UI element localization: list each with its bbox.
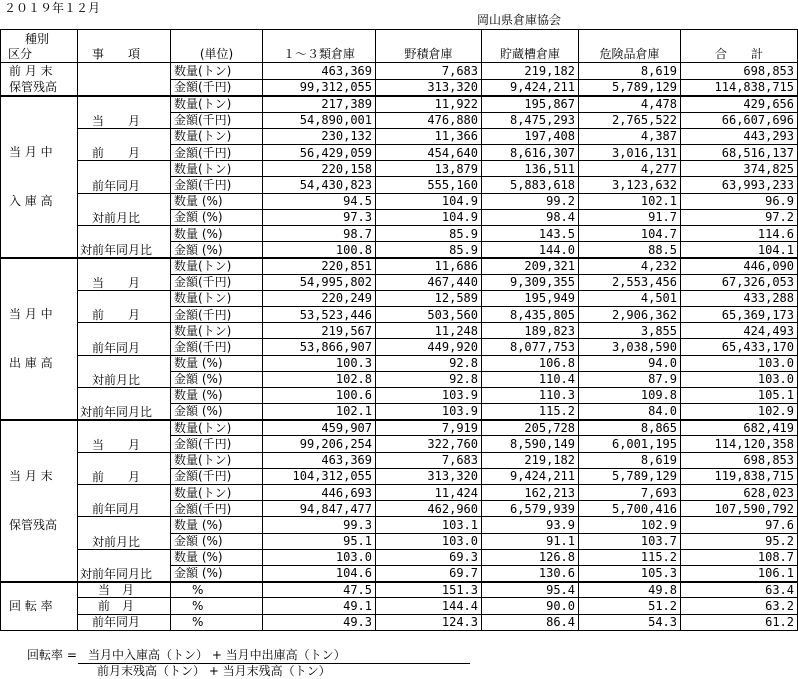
value-open-yard: 454,640 (376, 145, 482, 161)
value-total: 65,369,173 (681, 306, 798, 322)
value-silo: 91.1 (482, 533, 579, 549)
item-cell: 前年同月 (78, 161, 171, 193)
value-silo: 144.0 (482, 242, 579, 258)
value-hazardous: 8,865 (579, 420, 681, 436)
value-open-yard: 13,879 (376, 161, 482, 177)
value-total: 446,090 (681, 258, 798, 274)
category-labels (9, 599, 77, 613)
value-hazardous: 4,478 (579, 96, 681, 112)
item-cell: 対前年同月比 (78, 549, 171, 581)
value-silo: 195,949 (482, 290, 579, 306)
value-silo: 115.2 (482, 404, 579, 420)
value-class1-3: 102.8 (263, 371, 376, 387)
formula-label: 回転率 = (27, 648, 77, 662)
value-total: 433,288 (681, 290, 798, 306)
value-silo: 143.5 (482, 226, 579, 242)
unit-cell: 数量(トン) (171, 96, 263, 112)
value-hazardous: 4,232 (579, 258, 681, 274)
value-total: 66,607,696 (681, 112, 798, 128)
value-silo: 99.2 (482, 193, 579, 209)
item-cell: 当 月 (78, 582, 171, 598)
header-row (1, 30, 798, 63)
category-label: 前 月 末 (9, 64, 53, 78)
value-class1-3: 459,907 (263, 420, 376, 436)
item-cell: 前年同月 (78, 323, 171, 355)
value-open-yard: 11,686 (376, 258, 482, 274)
header-item: 事 項 (78, 30, 171, 63)
item-cell: 前 月 (78, 452, 171, 484)
value-class1-3: 47.5 (263, 582, 376, 598)
value-total: 104.1 (681, 242, 798, 258)
group-closing-stock (1, 420, 798, 582)
table-row (1, 128, 798, 144)
value-open-yard: 151.3 (376, 582, 482, 598)
value-class1-3: 54,995,802 (263, 274, 376, 290)
table-row (1, 485, 798, 501)
value-silo: 162,213 (482, 485, 579, 501)
value-silo: 130.6 (482, 565, 579, 581)
category-cell (1, 420, 78, 582)
value-class1-3: 53,866,907 (263, 339, 376, 355)
value-class1-3: 220,158 (263, 161, 376, 177)
unit-cell: 数量 (%) (171, 226, 263, 242)
value-class1-3: 103.0 (263, 549, 376, 565)
category-label: 入 庫 高 (9, 194, 53, 209)
value-hazardous: 5,789,129 (579, 468, 681, 484)
value-hazardous: 4,501 (579, 290, 681, 306)
item-cell: 当 月 (78, 96, 171, 128)
value-class1-3: 104,312,055 (263, 468, 376, 484)
item-cell: 対前月比 (78, 193, 171, 225)
value-open-yard: 144.4 (376, 598, 482, 614)
value-total: 96.9 (681, 193, 798, 209)
value-silo: 8,475,293 (482, 112, 579, 128)
value-hazardous: 84.0 (579, 404, 681, 420)
table-row (1, 517, 798, 533)
value-open-yard: 313,320 (376, 79, 482, 96)
value-class1-3: 100.8 (263, 242, 376, 258)
value-total: 103.0 (681, 371, 798, 387)
value-silo: 136,511 (482, 161, 579, 177)
value-open-yard: 103.1 (376, 517, 482, 533)
header-total: 合 計 (681, 30, 798, 63)
unit-cell: 数量(トン) (171, 452, 263, 468)
value-class1-3: 230,132 (263, 128, 376, 144)
value-class1-3: 54,890,001 (263, 112, 376, 128)
value-open-yard: 69.7 (376, 565, 482, 581)
unit-cell: 数量(トン) (171, 290, 263, 306)
value-hazardous: 88.5 (579, 242, 681, 258)
value-total: 108.7 (681, 549, 798, 565)
value-open-yard: 313,320 (376, 468, 482, 484)
table-row (1, 614, 798, 630)
value-open-yard: 11,366 (376, 128, 482, 144)
value-silo: 189,823 (482, 323, 579, 339)
value-class1-3: 219,567 (263, 323, 376, 339)
value-class1-3: 220,249 (263, 290, 376, 306)
value-open-yard: 7,683 (376, 63, 482, 80)
value-silo: 126.8 (482, 549, 579, 565)
table-row (1, 420, 798, 436)
category-label: 当 月 中 (9, 307, 53, 322)
value-total: 429,656 (681, 96, 798, 112)
value-total: 698,853 (681, 452, 798, 468)
unit-cell: 金額 (%) (171, 565, 263, 581)
value-class1-3: 217,389 (263, 96, 376, 112)
value-silo: 6,579,939 (482, 501, 579, 517)
value-open-yard: 449,920 (376, 339, 482, 355)
unit-cell: 数量(トン) (171, 258, 263, 274)
value-total: 628,023 (681, 485, 798, 501)
organization-name: 岡山県倉庫協会 (477, 13, 562, 27)
unit-cell: 金額(千円) (171, 339, 263, 355)
item-cell: 当 月 (78, 258, 171, 290)
value-open-yard: 11,424 (376, 485, 482, 501)
category-cell (1, 63, 78, 97)
header-category-division: 区分 (8, 47, 33, 61)
value-silo: 8,590,149 (482, 436, 579, 452)
value-hazardous: 3,123,632 (579, 177, 681, 193)
item-cell (78, 63, 171, 97)
value-class1-3: 463,369 (263, 452, 376, 468)
value-silo: 90.0 (482, 598, 579, 614)
item-cell: 前 月 (78, 290, 171, 322)
value-open-yard: 85.9 (376, 242, 482, 258)
unit-cell: 金額(千円) (171, 177, 263, 193)
value-class1-3: 99.3 (263, 517, 376, 533)
value-class1-3: 99,312,055 (263, 79, 376, 96)
value-hazardous: 2,765,522 (579, 112, 681, 128)
value-total: 65,433,170 (681, 339, 798, 355)
value-class1-3: 49.1 (263, 598, 376, 614)
value-open-yard: 7,683 (376, 452, 482, 468)
value-class1-3: 463,369 (263, 63, 376, 80)
table-row (1, 96, 798, 112)
value-total: 67,326,053 (681, 274, 798, 290)
value-silo: 5,883,618 (482, 177, 579, 193)
value-hazardous: 6,001,195 (579, 436, 681, 452)
value-open-yard: 555,160 (376, 177, 482, 193)
header-class1-3: １～３類倉庫 (263, 30, 376, 63)
value-silo: 95.4 (482, 582, 579, 598)
value-class1-3: 100.3 (263, 355, 376, 371)
value-class1-3: 98.7 (263, 226, 376, 242)
value-total: 114,838,715 (681, 79, 798, 96)
value-total: 107,590,792 (681, 501, 798, 517)
value-silo: 110.3 (482, 387, 579, 403)
unit-cell: 金額(千円) (171, 145, 263, 161)
value-open-yard: 124.3 (376, 614, 482, 630)
value-class1-3: 49.3 (263, 614, 376, 630)
unit-cell: 金額(千円) (171, 274, 263, 290)
value-total: 682,419 (681, 420, 798, 436)
table-row (1, 161, 798, 177)
unit-cell: 金額(千円) (171, 501, 263, 517)
value-open-yard: 104.9 (376, 209, 482, 225)
value-open-yard: 103.9 (376, 387, 482, 403)
report-month: ２０１９年１２月 (4, 1, 101, 15)
formula-denominator: 前月末残高（トン） + 当月末残高（トン） (97, 664, 331, 678)
category-label: 当 月 末 (9, 469, 53, 484)
item-cell: 前年同月 (78, 614, 171, 630)
unit-cell: 数量(トン) (171, 323, 263, 339)
header-category (1, 30, 78, 63)
table-row (1, 226, 798, 242)
category-labels (9, 469, 77, 532)
unit-cell: 数量 (%) (171, 517, 263, 533)
group-outbound (1, 258, 798, 420)
value-silo: 219,182 (482, 63, 579, 80)
unit-cell: % (171, 598, 263, 614)
value-silo: 8,435,805 (482, 306, 579, 322)
value-hazardous: 49.8 (579, 582, 681, 598)
value-total: 106.1 (681, 565, 798, 581)
value-hazardous: 3,016,131 (579, 145, 681, 161)
value-open-yard: 103.0 (376, 533, 482, 549)
value-open-yard: 11,922 (376, 96, 482, 112)
value-total: 95.2 (681, 533, 798, 549)
category-label: 保管残高 (9, 518, 58, 533)
header-open-yard: 野積倉庫 (376, 30, 482, 63)
table-row (1, 290, 798, 306)
value-hazardous: 105.3 (579, 565, 681, 581)
value-total: 63,993,233 (681, 177, 798, 193)
table-row (1, 258, 798, 274)
value-open-yard: 69.3 (376, 549, 482, 565)
value-open-yard: 103.9 (376, 404, 482, 420)
value-total: 97.6 (681, 517, 798, 533)
unit-cell: 金額 (%) (171, 533, 263, 549)
value-class1-3: 99,206,254 (263, 436, 376, 452)
value-total: 114.6 (681, 226, 798, 242)
value-silo: 219,182 (482, 452, 579, 468)
value-silo: 93.9 (482, 517, 579, 533)
value-hazardous: 51.2 (579, 598, 681, 614)
value-silo: 9,424,211 (482, 79, 579, 96)
value-hazardous: 91.7 (579, 209, 681, 225)
value-total: 698,853 (681, 63, 798, 80)
value-open-yard: 476,880 (376, 112, 482, 128)
unit-cell: % (171, 582, 263, 598)
category-label: 回 転 率 (9, 599, 53, 614)
value-total: 103.0 (681, 355, 798, 371)
value-hazardous: 5,789,129 (579, 79, 681, 96)
value-total: 374,825 (681, 161, 798, 177)
value-class1-3: 53,523,446 (263, 306, 376, 322)
table-row (1, 598, 798, 614)
value-silo: 8,077,753 (482, 339, 579, 355)
item-cell: 当 月 (78, 420, 171, 452)
category-label: 保管残高 (9, 80, 58, 94)
unit-cell: 金額 (%) (171, 209, 263, 225)
unit-cell: 金額(千円) (171, 112, 263, 128)
unit-cell: 数量 (%) (171, 387, 263, 403)
unit-cell: 数量 (%) (171, 355, 263, 371)
unit-cell: 金額 (%) (171, 404, 263, 420)
item-cell: 対前年同月比 (78, 226, 171, 258)
value-class1-3: 446,693 (263, 485, 376, 501)
value-hazardous: 3,038,590 (579, 339, 681, 355)
value-open-yard: 503,560 (376, 306, 482, 322)
unit-cell: % (171, 614, 263, 630)
value-silo: 197,408 (482, 128, 579, 144)
value-class1-3: 104.6 (263, 565, 376, 581)
group-opening-stock (1, 63, 798, 97)
unit-cell: 金額(千円) (171, 306, 263, 322)
item-cell: 前 月 (78, 598, 171, 614)
header-silo: 貯蔵槽倉庫 (482, 30, 579, 63)
unit-cell: 数量(トン) (171, 63, 263, 80)
value-total: 68,516,137 (681, 145, 798, 161)
value-open-yard: 92.8 (376, 371, 482, 387)
value-total: 443,293 (681, 128, 798, 144)
item-cell: 対前年同月比 (78, 387, 171, 419)
value-hazardous: 102.9 (579, 517, 681, 533)
value-hazardous: 2,553,456 (579, 274, 681, 290)
unit-cell: 金額 (%) (171, 371, 263, 387)
value-class1-3: 54,430,823 (263, 177, 376, 193)
value-silo: 98.4 (482, 209, 579, 225)
unit-cell: 金額(千円) (171, 79, 263, 96)
group-inbound (1, 96, 798, 258)
value-total: 114,120,358 (681, 436, 798, 452)
value-hazardous: 109.8 (579, 387, 681, 403)
unit-cell: 金額(千円) (171, 436, 263, 452)
value-total: 63.4 (681, 582, 798, 598)
table-row (1, 63, 798, 80)
value-class1-3: 97.3 (263, 209, 376, 225)
value-hazardous: 2,906,362 (579, 306, 681, 322)
value-open-yard: 12,589 (376, 290, 482, 306)
value-class1-3: 94.5 (263, 193, 376, 209)
value-hazardous: 54.3 (579, 614, 681, 630)
category-label: 当 月 中 (9, 145, 53, 160)
item-cell: 対前月比 (78, 517, 171, 549)
category-label: 出 庫 高 (9, 356, 53, 371)
value-silo: 8,616,307 (482, 145, 579, 161)
unit-cell: 数量(トン) (171, 485, 263, 501)
value-open-yard: 104.9 (376, 193, 482, 209)
group-turnover-rate (1, 582, 798, 631)
header-unit: (単位) (171, 30, 263, 63)
value-hazardous: 87.9 (579, 371, 681, 387)
table-row (1, 452, 798, 468)
category-labels (9, 145, 77, 208)
value-open-yard: 92.8 (376, 355, 482, 371)
value-total: 61.2 (681, 614, 798, 630)
value-hazardous: 102.1 (579, 193, 681, 209)
value-open-yard: 322,760 (376, 436, 482, 452)
value-hazardous: 4,277 (579, 161, 681, 177)
unit-cell: 数量(トン) (171, 161, 263, 177)
unit-cell: 数量 (%) (171, 193, 263, 209)
value-open-yard: 85.9 (376, 226, 482, 242)
value-hazardous: 5,700,416 (579, 501, 681, 517)
value-open-yard: 7,919 (376, 420, 482, 436)
value-hazardous: 8,619 (579, 63, 681, 80)
header-category-type: 種別 (25, 32, 50, 46)
value-class1-3: 102.1 (263, 404, 376, 420)
value-class1-3: 220,851 (263, 258, 376, 274)
category-labels (9, 307, 77, 370)
value-total: 105.1 (681, 387, 798, 403)
category-cell (1, 582, 78, 631)
table-row (1, 549, 798, 565)
category-labels (9, 63, 77, 95)
value-hazardous: 8,619 (579, 452, 681, 468)
value-silo: 209,321 (482, 258, 579, 274)
table-row (1, 582, 798, 598)
value-hazardous: 7,693 (579, 485, 681, 501)
value-silo: 110.4 (482, 371, 579, 387)
table-row (1, 193, 798, 209)
value-hazardous: 104.7 (579, 226, 681, 242)
warehouse-statistics-table (0, 29, 798, 631)
value-silo: 205,728 (482, 420, 579, 436)
table-row (1, 355, 798, 371)
value-silo: 106.8 (482, 355, 579, 371)
unit-cell: 数量(トン) (171, 128, 263, 144)
value-class1-3: 94,847,477 (263, 501, 376, 517)
value-hazardous: 3,855 (579, 323, 681, 339)
value-silo: 9,309,355 (482, 274, 579, 290)
item-cell: 前年同月 (78, 485, 171, 517)
value-open-yard: 11,248 (376, 323, 482, 339)
value-open-yard: 462,960 (376, 501, 482, 517)
value-total: 97.2 (681, 209, 798, 225)
value-class1-3: 95.1 (263, 533, 376, 549)
value-hazardous: 4,387 (579, 128, 681, 144)
table-row (1, 323, 798, 339)
value-silo: 195,867 (482, 96, 579, 112)
unit-cell: 金額(千円) (171, 468, 263, 484)
value-total: 119,838,715 (681, 468, 798, 484)
item-cell: 前 月 (78, 128, 171, 160)
unit-cell: 数量(トン) (171, 420, 263, 436)
category-cell (1, 96, 78, 258)
value-open-yard: 467,440 (376, 274, 482, 290)
value-class1-3: 56,429,059 (263, 145, 376, 161)
value-total: 424,493 (681, 323, 798, 339)
formula-numerator: 当月中入庫高（トン） + 当月中出庫高（トン） (88, 648, 346, 662)
category-cell (1, 258, 78, 420)
value-hazardous: 103.7 (579, 533, 681, 549)
value-total: 63.2 (681, 598, 798, 614)
value-class1-3: 100.6 (263, 387, 376, 403)
value-silo: 86.4 (482, 614, 579, 630)
header-hazardous: 危険品倉庫 (579, 30, 681, 63)
unit-cell: 数量 (%) (171, 549, 263, 565)
value-total: 102.9 (681, 404, 798, 420)
value-hazardous: 115.2 (579, 549, 681, 565)
table-row (1, 387, 798, 403)
value-silo: 9,424,211 (482, 468, 579, 484)
item-cell: 対前月比 (78, 355, 171, 387)
unit-cell: 金額 (%) (171, 242, 263, 258)
value-hazardous: 94.0 (579, 355, 681, 371)
